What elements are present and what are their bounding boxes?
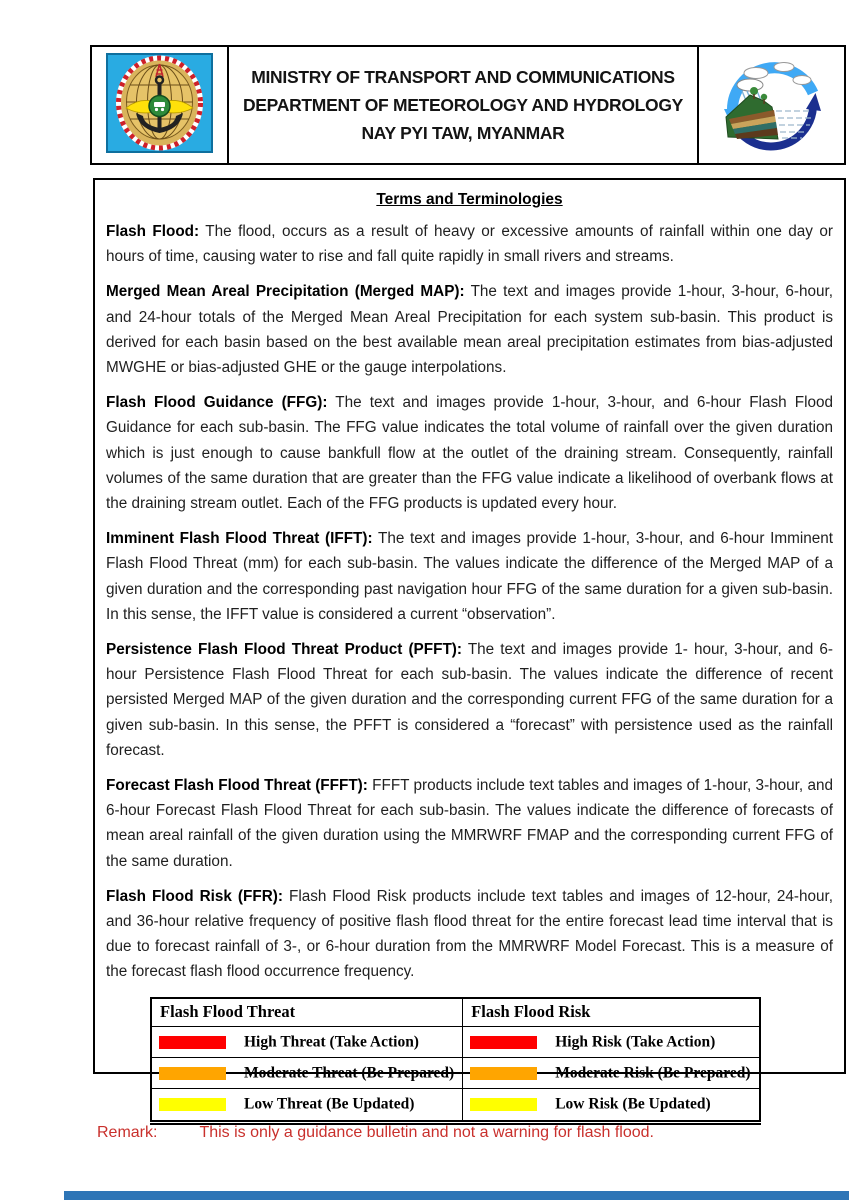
term-label: Persistence Flash Flood Threat Product (PFFT): <box>106 641 462 659</box>
legend-header-row <box>151 998 760 1027</box>
moderate-threat-label: Moderate Threat (Be Prepared) <box>244 1064 455 1082</box>
term-definition: The text and images provide 1-hour, 3-hour, and 6-hour Flash Flood Guidance for each sub-basin. The FFG value indicates the total volume of rainfall over the given duration which is just enough to cause bankfull flow at the outlet of the draining stream. Consequently, rainfall volumes of the same duration that are greater than the FFG value indicate a likelihood of overbank flows at the draining stream outlet. Each of the FFG products is updated every hour. <box>106 394 833 513</box>
term-paragraph-ffg <box>106 390 833 516</box>
legend-header-threat: Flash Flood Threat <box>151 998 463 1027</box>
header-title-block <box>229 47 697 163</box>
term-paragraph-flash-flood <box>106 219 833 269</box>
term-label: Merged Mean Areal Precipitation (Merged MAP): <box>106 283 465 301</box>
low-threat-label: Low Threat (Be Updated) <box>244 1095 415 1113</box>
document-header <box>90 45 846 165</box>
legend-row-high <box>151 1026 760 1057</box>
low-risk-color-swatch <box>470 1098 537 1111</box>
bottom-blue-bar <box>64 1191 849 1200</box>
term-paragraph-ffft <box>106 773 833 874</box>
term-label: Flash Flood Risk (FFR): <box>106 887 283 905</box>
low-risk-label: Low Risk (Be Updated) <box>555 1095 711 1113</box>
term-definition: The text and images provide 1- hour, 3-hour, and 6-hour Persistence Flash Flood Threat for each sub-basin. The values indicate the difference of recent persisted Merged MAP of the given duration and the corresponding current FFG of the same duration for a given sub-basin. In this sense, the PFFT is considered a “forecast” with persistence used as the rainfall forecast. <box>106 641 834 759</box>
legend-header-risk: Flash Flood Risk <box>463 998 760 1027</box>
org-name-line2: DEPARTMENT OF METEOROLOGY AND HYDROLOGY <box>242 95 684 115</box>
org-name-line1: MINISTRY OF TRANSPORT AND COMMUNICATIONS <box>251 67 675 87</box>
term-label: Flash Flood: <box>106 223 200 240</box>
term-definition: The flood, occurs as a result of heavy or excessive amounts of rainfall within one day or hours of time, causing water to rise and fall quite rapidly in small rivers and streams. <box>106 223 833 266</box>
low-threat-color-swatch <box>159 1098 226 1111</box>
high-threat-label: High Threat (Take Action) <box>244 1033 419 1051</box>
term-paragraph-ffr <box>106 884 833 985</box>
high-risk-color-swatch <box>470 1036 537 1049</box>
term-paragraph-ifft <box>106 526 833 627</box>
term-paragraph-merged-map <box>106 279 833 380</box>
terms-section <box>93 178 846 1113</box>
org-name-line3: NAY PYI TAW, MYANMAR <box>361 123 565 143</box>
term-definition: The text and images provide 1-hour, 3-hour, and 6-hour Imminent Flash Flood Threat (mm) for each sub-basin. The values indicate the difference of the Merged MAP of a given duration and the corresponding past navigation hour FFG of the same duration for a given sub-basin. In this sense, the IFFT value is considered a current “observation”. <box>106 530 833 623</box>
moderate-risk-color-swatch <box>470 1067 537 1080</box>
header-right-logo-cell <box>697 47 844 163</box>
term-label: Flash Flood Guidance (FFG): <box>106 394 328 412</box>
legend-row-moderate <box>151 1058 760 1089</box>
moderate-threat-color-swatch <box>159 1067 226 1080</box>
remark-line <box>97 1122 654 1144</box>
remark-label: Remark: <box>97 1124 158 1141</box>
header-left-logo-cell <box>92 47 229 163</box>
term-definition: FFFT products include text tables and images of 1-hour, 3-hour, and 6-hour Forecast Flash Flood Threat for each sub-basin. The values indicate the difference of forecasts of mean areal rainfall of the given duration using the MMRWRF FMAP and the corresponding current FFG of the same duration. <box>106 777 833 870</box>
ministry-seal-icon <box>106 53 213 158</box>
term-definition: Flash Flood Risk products include text tables and images of 12-hour, 24-hour, and 36-hour relative frequency of positive flash flood threat for the entire forecast lead time interval that is due to forecast rainfall of 3-, or 6-hour duration from the MMRWRF Model Forecast. This is a measure of the forecast flash flood occurrence frequency. <box>106 887 833 981</box>
high-risk-label: High Risk (Take Action) <box>555 1033 716 1051</box>
term-paragraph-pfft <box>106 637 833 763</box>
term-label: Forecast Flash Flood Threat (FFFT): <box>106 777 368 795</box>
high-threat-color-swatch <box>159 1036 226 1049</box>
section-title: Terms and Terminologies <box>376 191 563 208</box>
moderate-risk-label: Moderate Risk (Be Prepared) <box>555 1064 751 1082</box>
water-cycle-icon <box>716 53 828 158</box>
term-label: Imminent Flash Flood Threat (IFFT): <box>106 530 373 548</box>
term-definition: The text and images provide 1-hour, 3-hour, 6-hour, and 24-hour totals of the Merged Mean Areal Precipitation for each system sub-basin. This product is derived for each basin based on the best available mean areal precipitation estimates from bias-adjusted MWGHE or bias-adjusted GHE or the gauge interpolations. <box>106 283 833 377</box>
flood-legend-table <box>150 997 761 1125</box>
legend-row-low <box>151 1089 760 1122</box>
remark-text: This is only a guidance bulletin and not a warning for flash flood. <box>199 1124 654 1141</box>
